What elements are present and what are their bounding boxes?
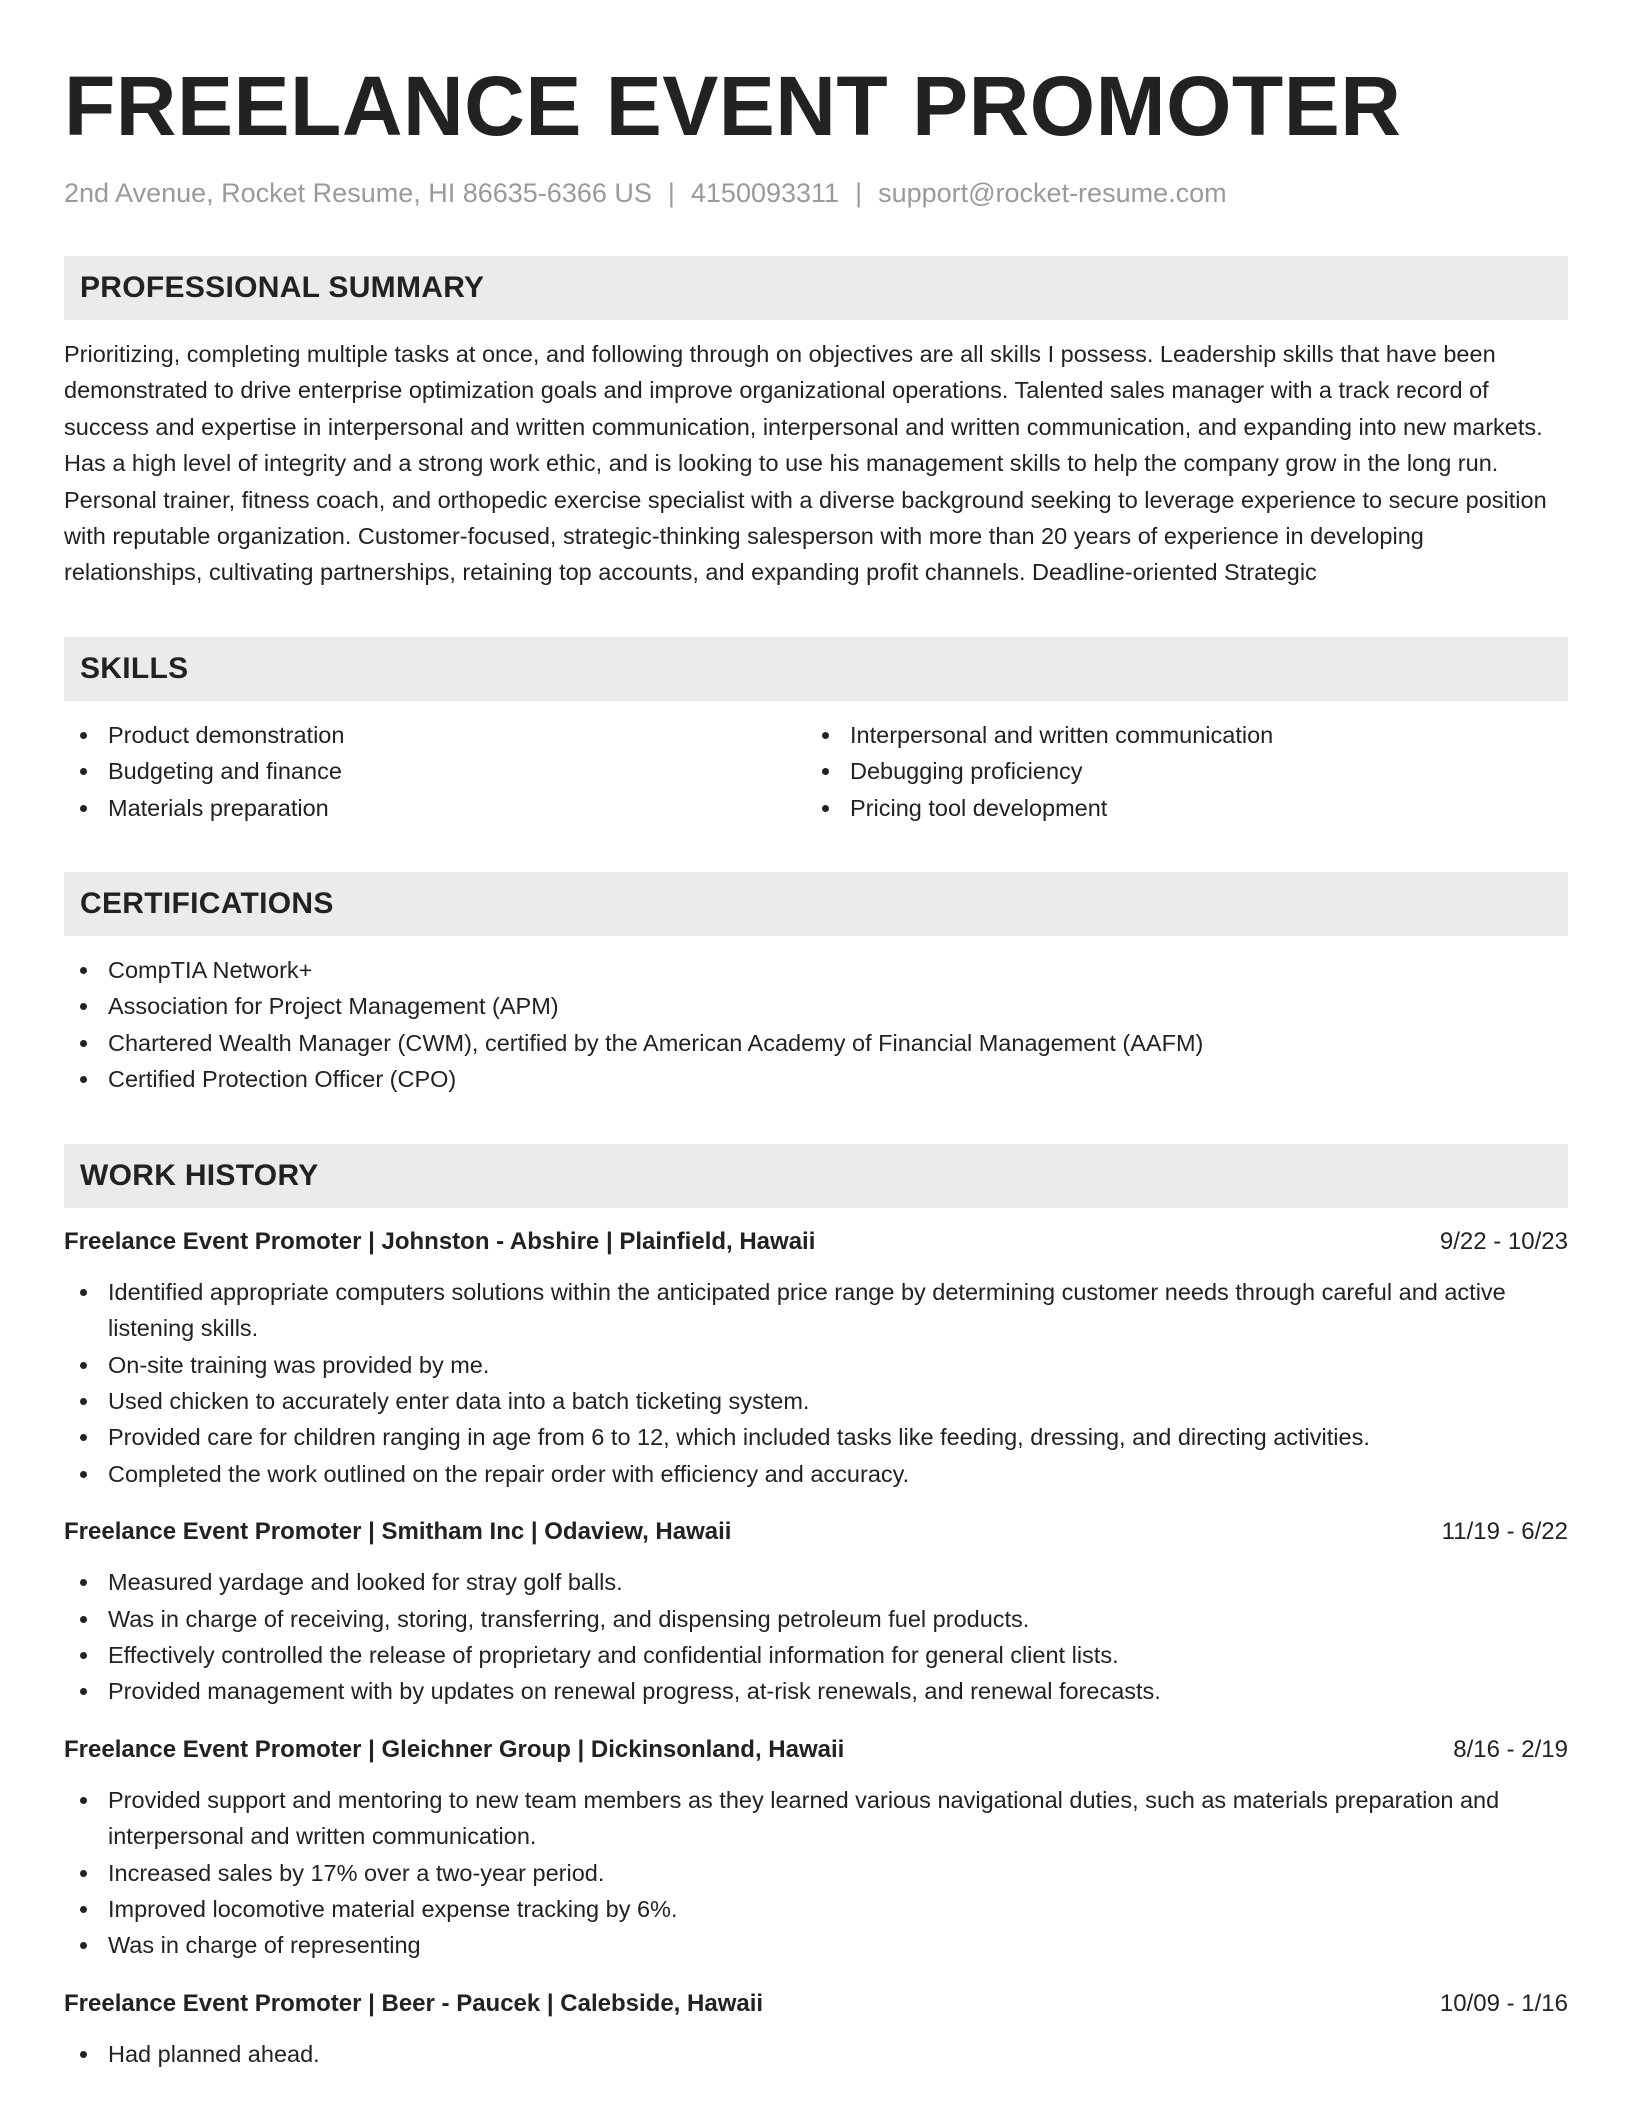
skills-heading: SKILLS — [80, 651, 189, 685]
skills-section-header — [64, 637, 1568, 701]
job-bullet: Measured yardage and looked for stray golf balls. — [64, 1564, 1568, 1600]
contact-separator: | — [667, 178, 675, 208]
job-header — [64, 1514, 1568, 1550]
job-title: Freelance Event Promoter | Smitham Inc | Odaview, Hawaii — [64, 1518, 732, 1546]
summary-heading: PROFESSIONAL SUMMARY — [80, 271, 485, 304]
job-dates: 10/09 - 1/16 — [1439, 1989, 1568, 2017]
job-bullet: Effectively controlled the release of proprietary and confidential information for general client lists. — [64, 1637, 1568, 1673]
job-dates: 8/16 - 2/19 — [1453, 1735, 1568, 1763]
skill-item: Debugging proficiency — [806, 753, 1548, 789]
certifications-list — [64, 952, 1568, 1098]
job-bullet: Provided support and mentoring to new team members as they learned various navigational duties, such as materials preparation and interpersonal and written communication. — [64, 1782, 1568, 1855]
job-title: Freelance Event Promoter | Beer - Paucek | Calebside, Hawaii — [64, 1989, 764, 2017]
candidate-name: FREELANCE EVENT PROMOTER — [64, 59, 1402, 153]
job-bullet: Completed the work outlined on the repair order with efficiency and accuracy. — [64, 1456, 1568, 1492]
skill-item: Product demonstration — [64, 717, 806, 753]
job-bullet: On-site training was provided by me. — [64, 1347, 1568, 1383]
job-bullet: Provided care for children ranging in age from 6 to 12, which included tasks like feeding, dressing, and directing activities. — [64, 1419, 1568, 1455]
job-bullets — [64, 1274, 1568, 1492]
job-dates: 11/19 - 6/22 — [1441, 1518, 1568, 1546]
job-header — [64, 1732, 1568, 1768]
job-bullets — [64, 2036, 1568, 2072]
job-entry — [64, 1224, 1568, 1492]
skill-item: Pricing tool development — [806, 790, 1548, 826]
certification-item: Certified Protection Officer (CPO) — [64, 1061, 1568, 1097]
job-header — [64, 1986, 1568, 2022]
contact-address: 2nd Avenue, Rocket Resume, HI 86635-6366 US — [64, 178, 652, 208]
job-title: Freelance Event Promoter | Gleichner Group | Dickinsonland, Hawaii — [64, 1735, 845, 1763]
contact-line — [64, 176, 1568, 210]
work-history-section-header — [64, 1144, 1568, 1208]
job-entry — [64, 1732, 1568, 1964]
job-bullets — [64, 1564, 1568, 1710]
job-header — [64, 1224, 1568, 1260]
job-bullet: Improved locomotive material expense tracking by 6%. — [64, 1891, 1568, 1927]
job-bullet: Identified appropriate computers solutions within the anticipated price range by determining customer needs through careful and active listening skills. — [64, 1274, 1568, 1347]
job-entry — [64, 1986, 1568, 2072]
certifications-heading: CERTIFICATIONS — [80, 887, 334, 921]
certifications-section-header — [64, 872, 1568, 936]
summary-section-header — [64, 256, 1568, 320]
certification-item: CompTIA Network+ — [64, 952, 1568, 988]
resume-page — [64, 58, 1568, 2072]
skills-column-right — [806, 717, 1548, 826]
summary-text: Prioritizing, completing multiple tasks at once, and following through on objectives are all skills I possess. Leadership skills that have been demonstrated to drive enterprise optimization goals and improve organizational operations. Talented sales manager with a track record of success and expertise in interpersonal and written communication, interpersonal and written communication, and expanding into new markets. Has a high level of integrity and a strong work ethic, and is looking to use his management skills to help the company grow in the long run. Personal trainer, fitness coach, and orthopedic exercise specialist with a diverse background seeking to leverage experience to secure position with reputable organization. Customer-focused, strategic-thinking salesperson with more than 20 years of experience in developing relationships, cultivating partnerships, retaining top accounts, and expanding profit channels. Deadline-oriented Strategic — [64, 341, 1547, 586]
contact-separator: | — [855, 178, 863, 208]
job-title: Freelance Event Promoter | Johnston - Abshire | Plainfield, Hawaii — [64, 1227, 816, 1255]
skill-item: Materials preparation — [64, 790, 806, 826]
certification-item: Association for Project Management (APM) — [64, 988, 1568, 1024]
job-entry — [64, 1514, 1568, 1710]
skill-item: Interpersonal and written communication — [806, 717, 1548, 753]
skill-item: Budgeting and finance — [64, 753, 806, 789]
skills-grid — [64, 717, 1568, 826]
skills-column-left — [64, 717, 806, 826]
job-bullets — [64, 1782, 1568, 1964]
job-bullet: Used chicken to accurately enter data into a batch ticketing system. — [64, 1383, 1568, 1419]
certification-item: Chartered Wealth Manager (CWM), certified by the American Academy of Financial Management (AAFM) — [64, 1025, 1568, 1061]
job-bullet: Was in charge of representing — [64, 1927, 1568, 1963]
work-history-heading: WORK HISTORY — [80, 1158, 319, 1192]
job-bullet: Provided management with by updates on renewal progress, at-risk renewals, and renewal forecasts. — [64, 1673, 1568, 1709]
job-dates: 9/22 - 10/23 — [1439, 1227, 1568, 1255]
job-bullet: Was in charge of receiving, storing, transferring, and dispensing petroleum fuel products. — [64, 1601, 1568, 1637]
contact-phone: 4150093311 — [690, 178, 840, 208]
job-bullet: Had planned ahead. — [64, 2036, 1568, 2072]
contact-email: support@rocket-resume.com — [878, 178, 1227, 208]
job-bullet: Increased sales by 17% over a two-year period. — [64, 1855, 1568, 1891]
